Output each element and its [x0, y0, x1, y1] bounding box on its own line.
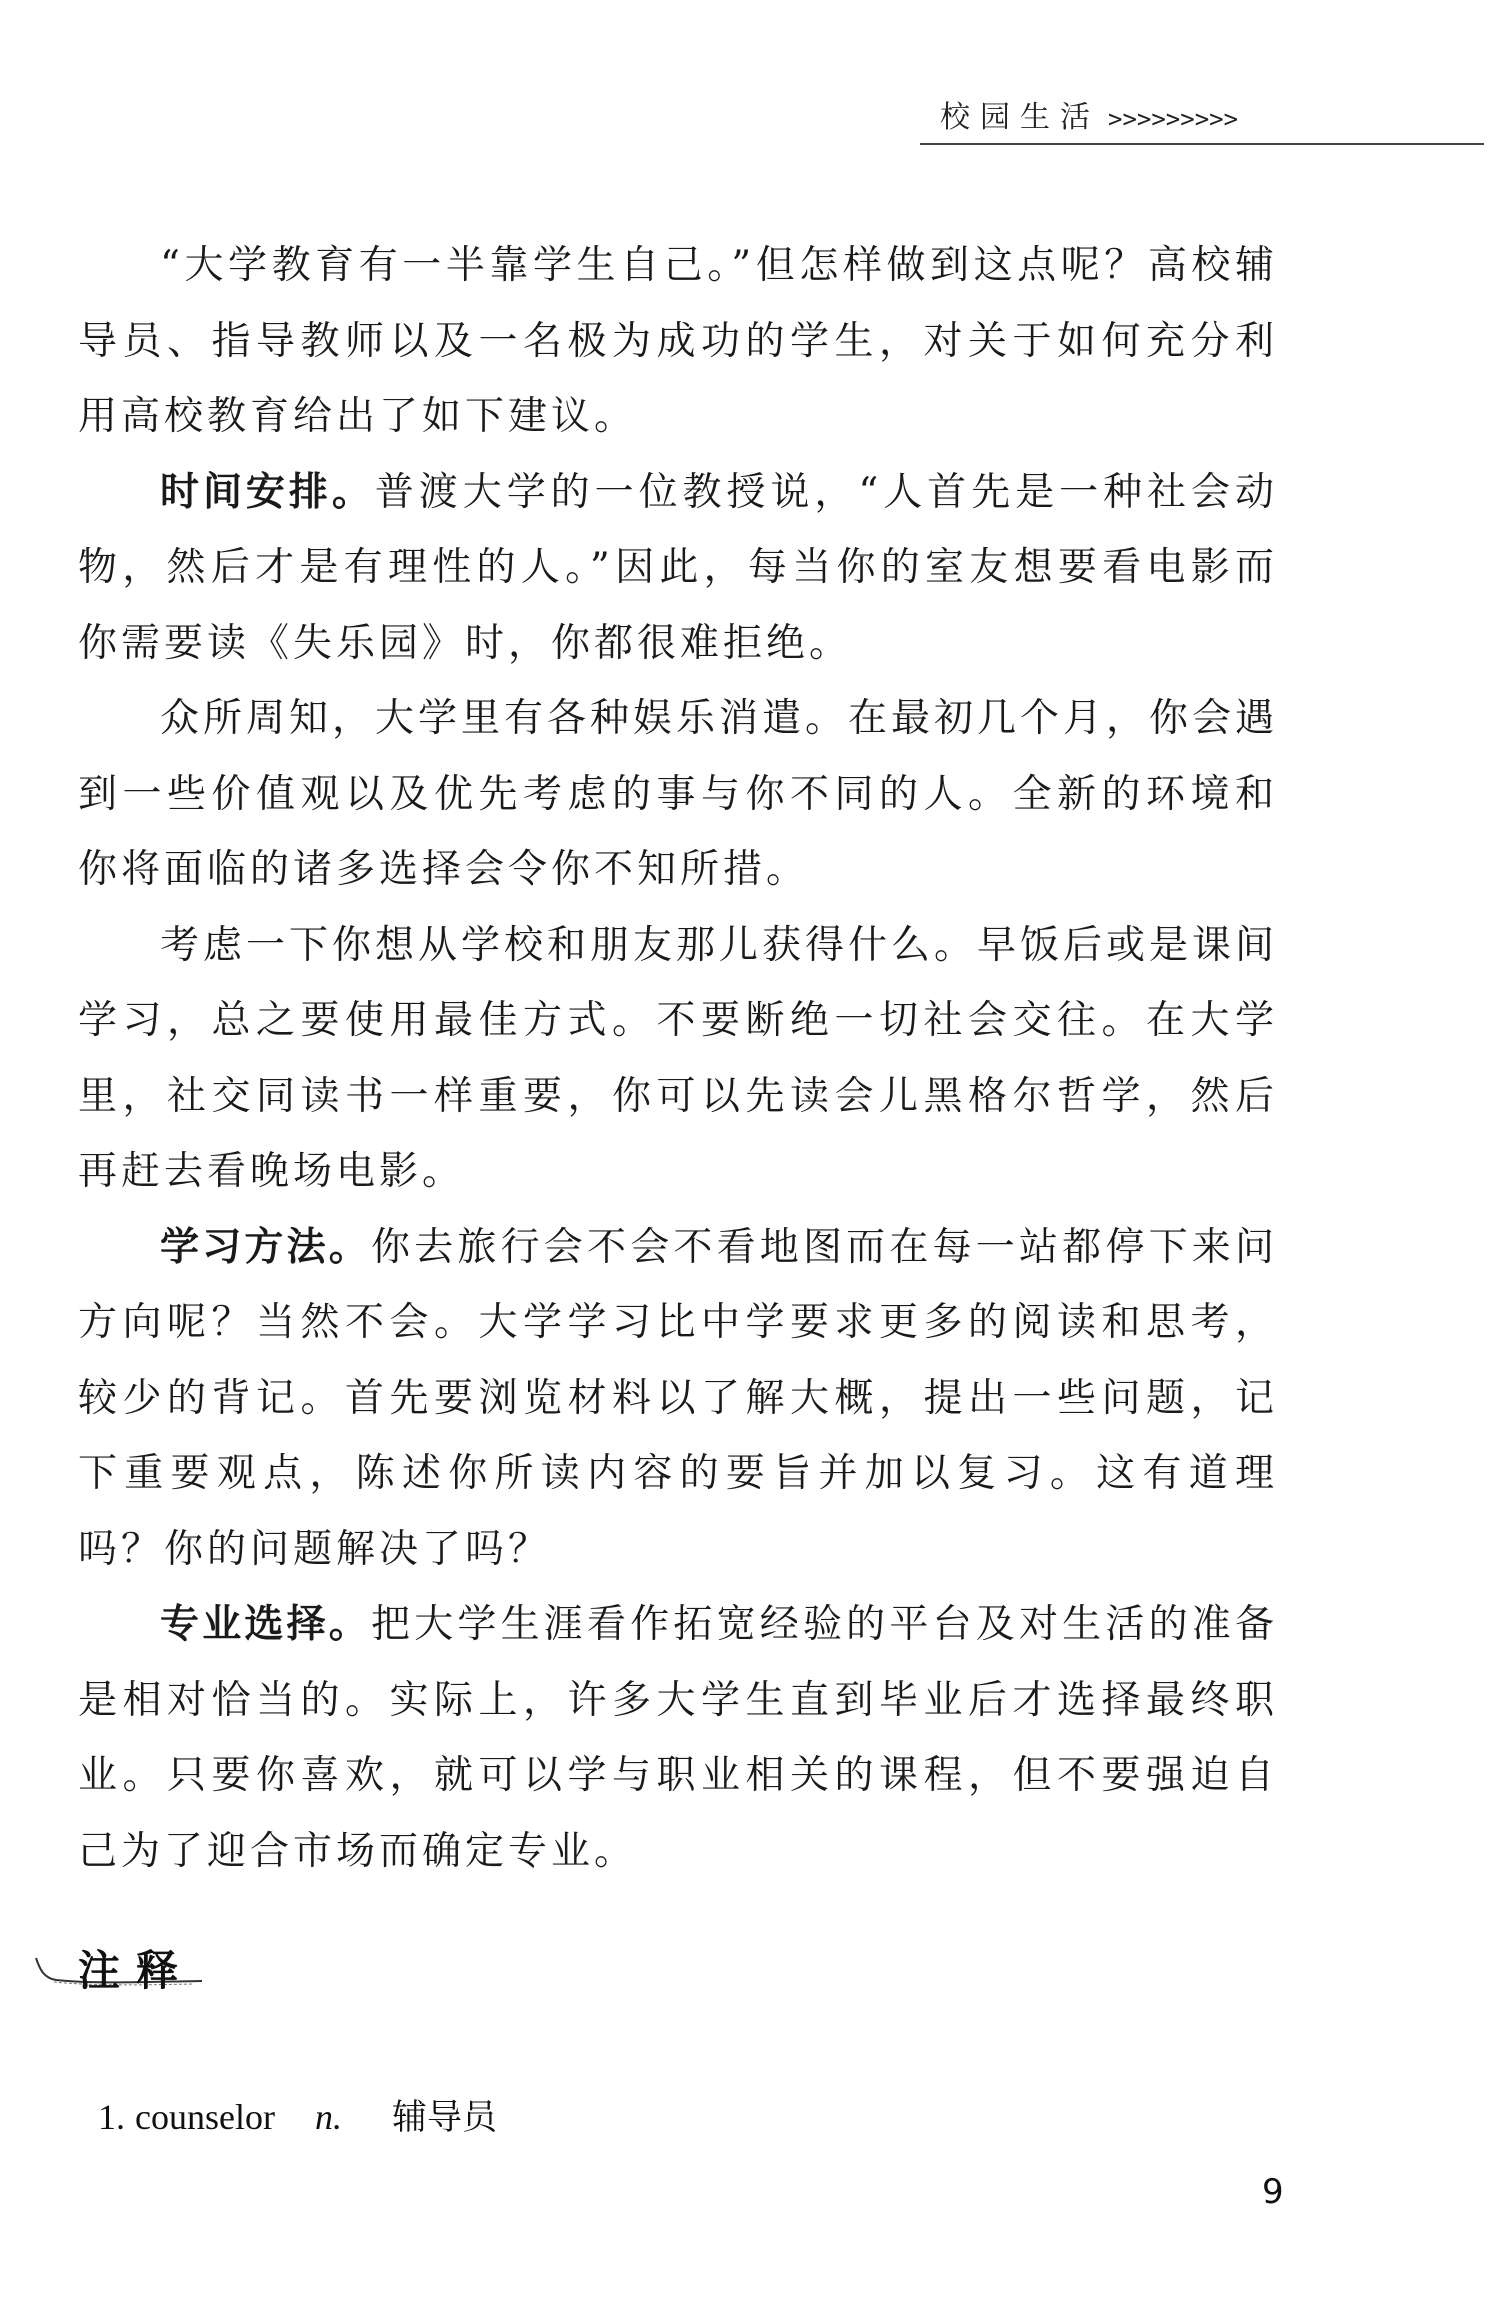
note-part-of-speech: n.	[314, 2097, 342, 2137]
header-rule	[920, 143, 1484, 145]
paragraph-text: 普渡大学的一位教授说，“人首先是一种社会动物，然后才是有理性的人。”因此，每当你的室友想要看电影而你需要读《失乐园》时，你都很难拒绝。	[78, 469, 1278, 666]
paragraph-text: 你去旅行会不会不看地图而在每一站都停下来问方向呢？当然不会。大学学习比中学要求更多的阅读和思考，较少的背记。首先要浏览材料以了解大概，提出一些问题，记下重要观点，陈述你所读内容的要旨并加以复习。这有道理吗？你的问题解决了吗？	[78, 1224, 1278, 1572]
paragraph	[78, 228, 1278, 455]
notes-heading: 注释	[78, 1946, 195, 1995]
paragraph-text: 考虑一下你想从学校和朋友那儿获得什么。早饭后或是课间学习，总之要使用最佳方式。不要断绝一切社会交往。在大学里，社交同读书一样重要，你可以先读会儿黑格尔哲学，然后再赶去看晚场电影。	[78, 922, 1279, 1194]
paragraph-lead: 时间安排。	[160, 469, 375, 515]
paragraph	[78, 681, 1278, 908]
paragraph	[78, 908, 1278, 1210]
header-decoration: >>>>>>>>>	[1108, 105, 1239, 133]
paragraph-lead: 专业选择。	[160, 1602, 371, 1647]
paragraph-text: 众所周知，大学里有各种娱乐消遣。在最初几个月，你会遇到一些价值观以及优先考虑的事与你不同的人。全新的环境和你将面临的诸多选择会令你不知所措。	[78, 696, 1279, 892]
section-title: 校园生活	[940, 100, 1100, 135]
paragraph-text: “大学教育有一半靠学生自己。”但怎样做到这点呢？高校辅导员、指导教师以及一名极为成功的学生，对关于如何充分利用高校教育给出了如下建议。	[78, 243, 1278, 439]
note-item	[98, 2090, 497, 2140]
note-number: 1.	[98, 2097, 125, 2137]
note-gloss: 辅导员	[391, 2098, 497, 2138]
paragraph	[78, 455, 1278, 682]
running-head	[940, 92, 1238, 136]
paragraph-lead: 学习方法。	[160, 1224, 371, 1270]
page-number: 9	[1262, 2172, 1284, 2212]
paragraph-text: 把大学生涯看作拓宽经验的平台及对生活的准备是相对恰当的。实际上，许多大学生直到毕业后才选择最终职业。只要你喜欢，就可以学与职业相关的课程，但不要强迫自己为了迎合市场而确定专业。	[78, 1602, 1278, 1874]
paragraph	[78, 1210, 1278, 1588]
note-word: counselor	[135, 2097, 275, 2137]
body-text	[78, 228, 1278, 1889]
paragraph	[78, 1587, 1278, 1889]
